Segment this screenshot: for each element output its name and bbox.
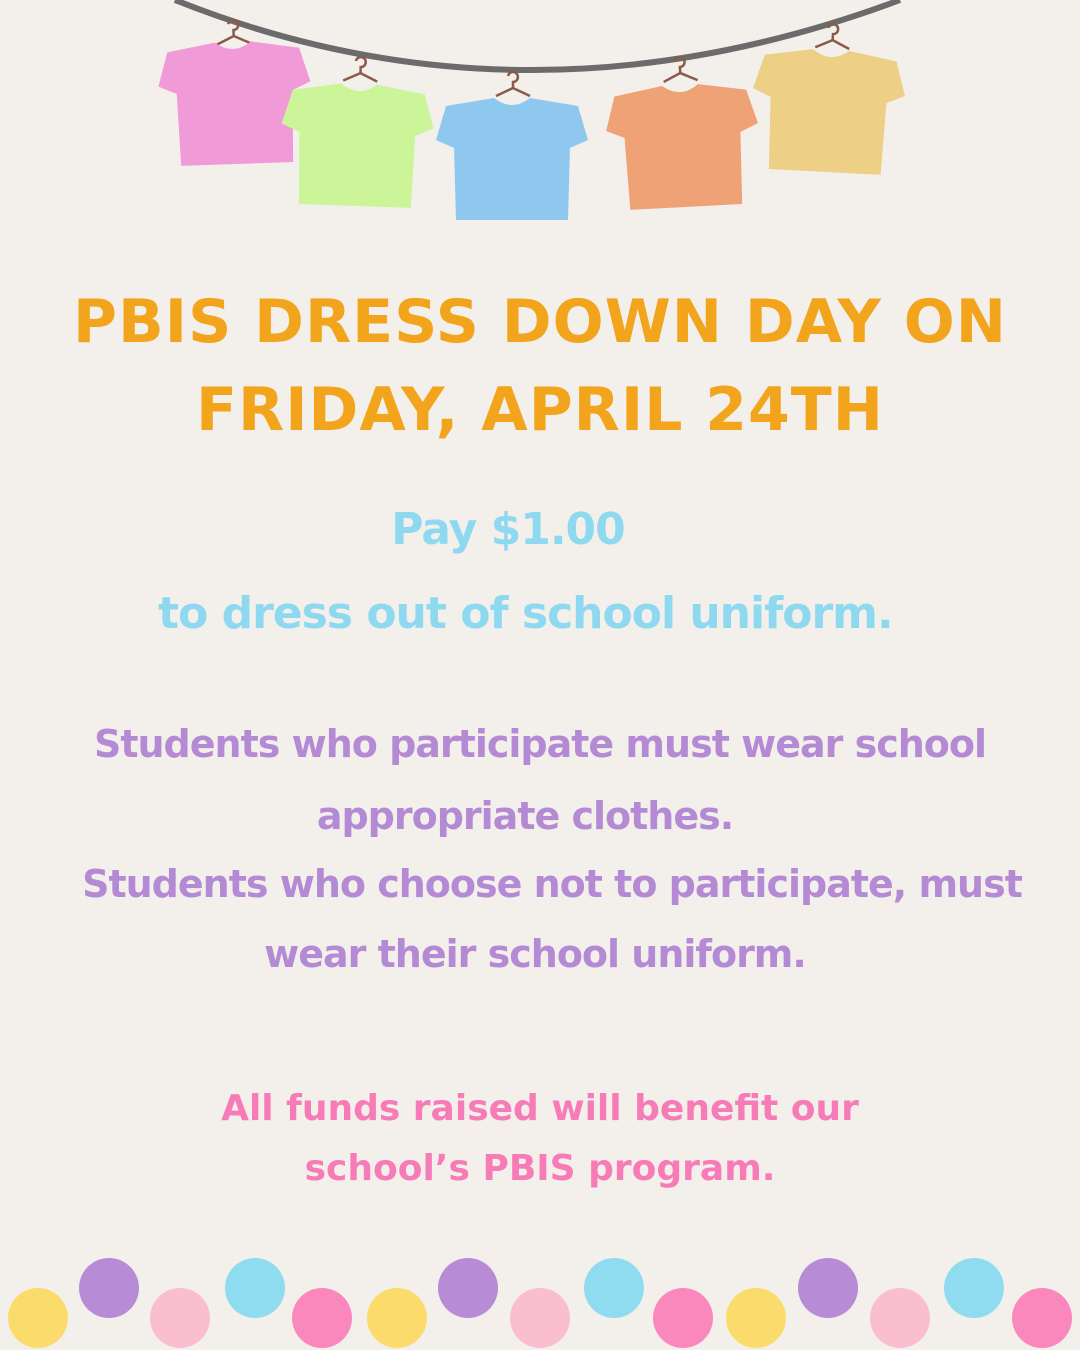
hanger-bar-icon [217,35,251,44]
yellow-shirt [749,20,909,176]
decorative-dot [438,1258,498,1318]
decorative-dot [1012,1288,1072,1348]
decorative-dot [150,1288,210,1348]
decorative-dot [292,1288,352,1348]
students-rule-line-1: Students who participate must wear school [93,722,987,766]
hanger-bar-icon [496,88,530,96]
clothesline-illustration [0,0,1080,240]
decorative-dot [225,1258,285,1318]
tshirt-icon [279,81,435,208]
hanger-hook-icon [355,57,365,73]
decorative-dot [653,1288,713,1348]
decorative-dot [798,1258,858,1318]
orange-shirt [602,53,762,211]
hanger-bar-icon [815,39,849,49]
funds-note-line-2: school’s PBIS program. [304,1148,776,1189]
title-line-1: PBIS DRESS DOWN DAY ON [73,287,1007,357]
decorative-dot [8,1288,68,1348]
tshirt-icon [436,98,588,220]
students-rule-line-3: Students who choose not to participate, must [82,862,1022,906]
shirts-group [156,17,908,220]
decorative-dot [944,1258,1004,1318]
tshirt-icon [749,46,907,176]
decorative-dot [870,1288,930,1348]
decorative-dot [726,1288,786,1348]
hanger-hook-icon [828,24,839,40]
funds-note-line-1: All funds raised will benefit our [221,1088,859,1129]
decorative-dots-border [0,1240,1080,1350]
decorative-dot [367,1288,427,1348]
title-line-2: FRIDAY, APRIL 24TH [196,375,884,445]
hanger-bar-icon [343,72,377,81]
pay-amount-text: Pay $1.00 [391,504,625,555]
hanger-bar-icon [663,72,697,82]
decorative-dot [510,1288,570,1348]
students-rule-line-2: appropriate clothes. [316,794,734,838]
tshirt-icon [604,81,762,211]
students-rule-line-4: wear their school uniform. [264,932,806,976]
decorative-dot [79,1258,139,1318]
pay-purpose-text: to dress out of school uniform. [158,588,893,639]
hanger-hook-icon [508,72,518,88]
blue-shirt [436,72,588,220]
decorative-dot [584,1258,644,1318]
